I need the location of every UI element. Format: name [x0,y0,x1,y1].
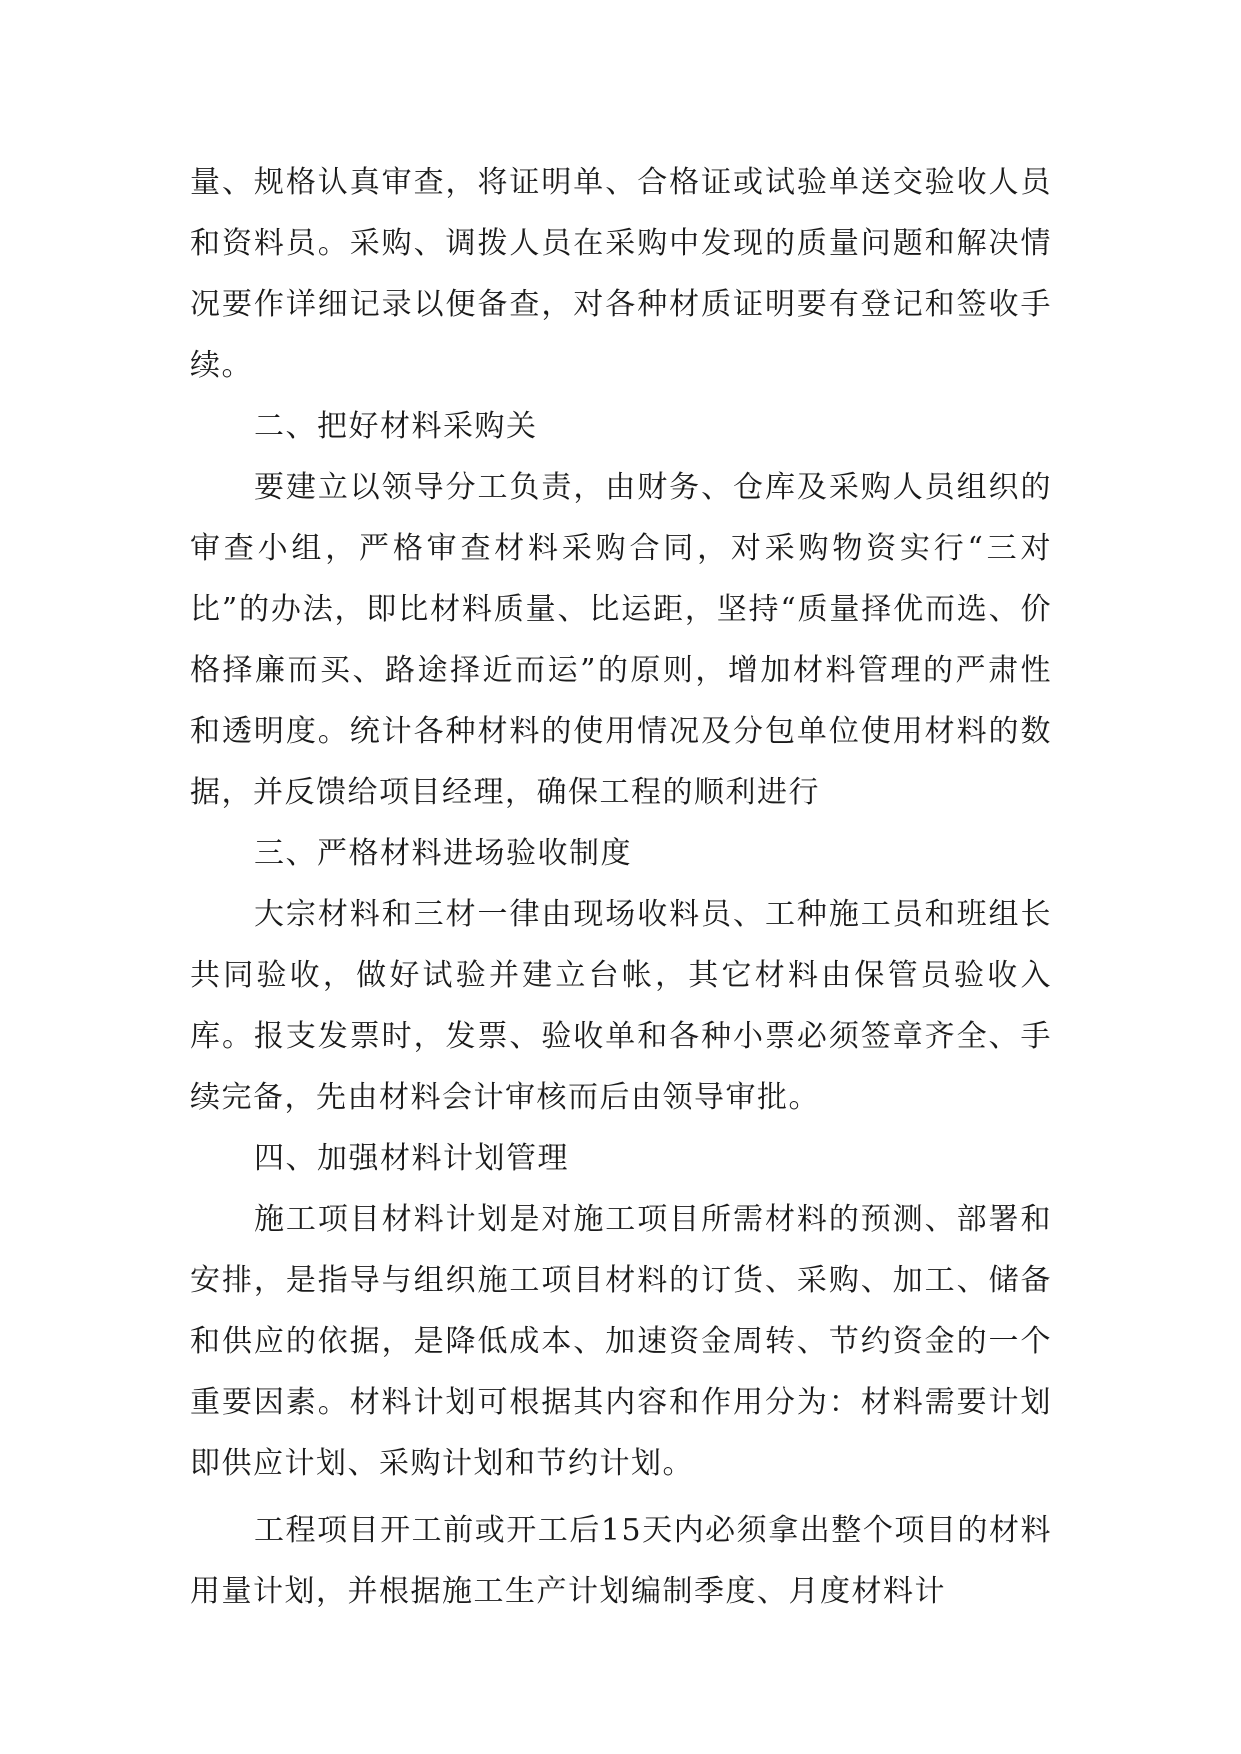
paragraph-planning: 施工项目材料计划是对施工项目所需材料的预测、部署和安排，是指导与组织施工项目材料的订货、采购、加工、储备和供应的依据，是降低成本、加速资金周转、节约资金的一个重要因素。材料计划可根据其内容和作用分为：材料需要计划即供应计划、采购计划和节约计划。 [190,1202,1052,1481]
document-body [190,152,1052,1622]
paragraph-continuation: 量、规格认真审查，将证明单、合格证或试验单送交验收人员和资料员。采购、调拨人员在采购中发现的质量问题和解决情况要作详细记录以便备查，对各种材质证明要有登记和签收手续。 [190,165,1052,383]
paragraph-acceptance: 大宗材料和三材一律由现场收料员、工种施工员和班组长共同验收，做好试验并建立台帐，其它材料由保管员验收入库。报支发票时，发票、验收单和各种小票必须签章齐全、手续完备，先由材料会计审核而后由领导审批。 [190,897,1052,1115]
section-heading-3: 三、严格材料进场验收制度 [254,836,632,871]
section-heading-2: 二、把好材料采购关 [254,409,538,444]
section-heading-4: 四、加强材料计划管理 [254,1141,569,1176]
paragraph-procurement: 要建立以领导分工负责，由财务、仓库及采购人员组织的审查小组，严格审查材料采购合同，对采购物资实行“三对比”的办法，即比材料质量、比运距，坚持“质量择优而选、价格择廉而买、路途择近而运”的原则，增加材料管理的严肃性和透明度。统计各种材料的使用情况及分包单位使用材料的数据，并反馈给项目经理，确保工程的顺利进行 [190,470,1052,810]
paragraph-schedule: 工程项目开工前或开工后15天内必须拿出整个项目的材料用量计划，并根据施工生产计划编制季度、月度材料计 [190,1513,1052,1609]
